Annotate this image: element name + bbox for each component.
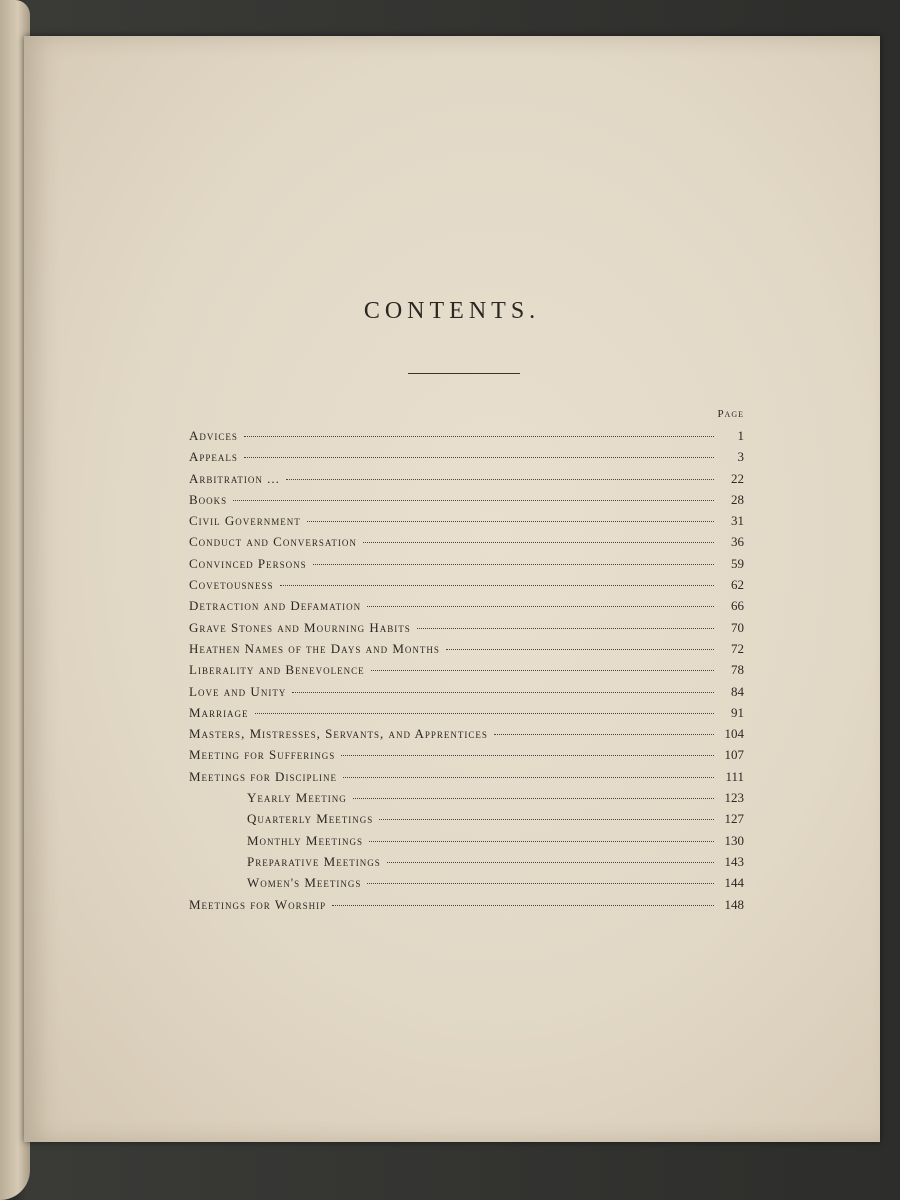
- toc-entry-page: 143: [724, 853, 744, 869]
- dot-leader: [363, 542, 714, 543]
- toc-entry: [189, 897, 744, 918]
- dot-leader: [244, 436, 714, 437]
- toc-entry: [189, 620, 744, 641]
- dot-leader: [387, 862, 714, 863]
- dot-leader: [292, 692, 714, 693]
- toc-entry: [189, 598, 744, 619]
- dot-leader: [286, 479, 714, 480]
- toc-entry: [189, 641, 744, 662]
- toc-entry-page: 104: [724, 726, 744, 742]
- toc-entry-page: 111: [725, 768, 744, 784]
- toc-entry-page: 31: [731, 513, 744, 529]
- toc-entry-page: 91: [731, 704, 744, 720]
- toc-entry-page: 1: [737, 428, 744, 443]
- dot-leader: [307, 521, 714, 522]
- toc-entry-title: Heathen Names of the Days and Months: [189, 640, 440, 656]
- toc-entry-title: Books: [189, 491, 228, 507]
- toc-entry: [189, 471, 744, 492]
- toc-entry: [189, 513, 744, 534]
- toc-entry-title: Meeting for Sufferings: [189, 747, 336, 763]
- toc-entry-title: Meetings for Discipline: [189, 768, 337, 784]
- toc-entry-title: Convinced Persons: [189, 555, 307, 571]
- toc-entry: [189, 790, 744, 811]
- toc-entry-title: Women's Meetings: [247, 875, 362, 891]
- toc-entry: [189, 428, 744, 449]
- toc-entry-page: 78: [731, 662, 744, 678]
- toc-entry-page: 130: [724, 832, 744, 848]
- dot-leader: [313, 564, 714, 565]
- dot-leader: [280, 585, 714, 586]
- dot-leader: [353, 798, 714, 799]
- toc-entry-page: 148: [724, 896, 744, 912]
- toc-entry-title: Arbitration ...: [189, 470, 280, 486]
- page-title: CONTENTS.: [363, 298, 541, 324]
- toc-entry-title: Liberality and Benevolence: [189, 662, 365, 678]
- toc-entry: [189, 875, 744, 896]
- toc-entry: [189, 534, 744, 555]
- toc-entry-page: 72: [731, 640, 744, 656]
- toc-entry-title: Meetings for Worship: [189, 896, 327, 912]
- toc-entry-page: 66: [731, 598, 744, 614]
- toc-entry-page: 59: [731, 555, 744, 571]
- toc-entry: [189, 705, 744, 726]
- toc-entry: [189, 492, 744, 513]
- dot-leader: [332, 905, 714, 906]
- toc-entry: [189, 684, 744, 705]
- dot-leader: [371, 670, 714, 671]
- toc-entry-page: 3: [737, 449, 744, 465]
- toc-entry: [189, 769, 744, 790]
- toc-entry-title: Grave Stones and Mourning Habits: [189, 619, 411, 635]
- toc-entry-title: Detraction and Defamation: [189, 598, 362, 614]
- toc-entry-title: Masters, Mistresses, Servants, and Apprentices: [189, 726, 488, 742]
- toc-entry: [189, 662, 744, 683]
- dot-leader: [343, 777, 714, 778]
- contents-list: [189, 428, 744, 918]
- toc-entry-page: 144: [724, 875, 744, 891]
- page-column-label: Page: [717, 408, 744, 420]
- toc-entry: [189, 556, 744, 577]
- toc-entry-title: Love and Unity: [189, 683, 287, 699]
- dot-leader: [417, 628, 714, 629]
- toc-entry-page: 84: [731, 683, 744, 699]
- dot-leader: [494, 734, 714, 735]
- toc-entry-title: Monthly Meetings: [247, 832, 363, 848]
- dot-leader: [244, 457, 714, 458]
- toc-entry-page: 123: [724, 790, 744, 806]
- title-rule: [408, 373, 520, 374]
- toc-entry-page: 22: [731, 470, 744, 486]
- toc-entry: [189, 726, 744, 747]
- dot-leader: [367, 883, 714, 884]
- toc-entry-title: Marriage: [189, 704, 249, 720]
- toc-entry-page: 62: [731, 577, 744, 593]
- toc-entry-title: Appeals: [189, 449, 238, 465]
- dot-leader: [369, 841, 714, 842]
- dot-leader: [379, 819, 714, 820]
- toc-entry-title: Preparative Meetings: [247, 853, 381, 869]
- dot-leader: [446, 649, 714, 650]
- toc-entry: [189, 577, 744, 598]
- book-page: [24, 36, 880, 1142]
- toc-entry: [189, 747, 744, 768]
- toc-entry-page: 107: [724, 747, 744, 763]
- toc-entry-title: Advices: [189, 428, 238, 443]
- dot-leader: [341, 755, 714, 756]
- dot-leader: [233, 500, 714, 501]
- toc-entry-title: Quarterly Meetings: [247, 811, 374, 827]
- dot-leader: [255, 713, 714, 714]
- toc-entry-title: Conduct and Conversation: [189, 534, 357, 550]
- toc-entry: [189, 811, 744, 832]
- toc-entry-page: 127: [724, 811, 744, 827]
- toc-entry: [189, 449, 744, 470]
- toc-entry-title: Covetousness: [189, 577, 274, 593]
- toc-entry-page: 36: [731, 534, 744, 550]
- toc-entry-page: 70: [731, 619, 744, 635]
- toc-entry-title: Yearly Meeting: [247, 790, 347, 806]
- toc-entry-title: Civil Government: [189, 513, 301, 529]
- dot-leader: [367, 606, 714, 607]
- toc-entry: [189, 854, 744, 875]
- toc-entry: [189, 833, 744, 854]
- toc-entry-page: 28: [731, 491, 744, 507]
